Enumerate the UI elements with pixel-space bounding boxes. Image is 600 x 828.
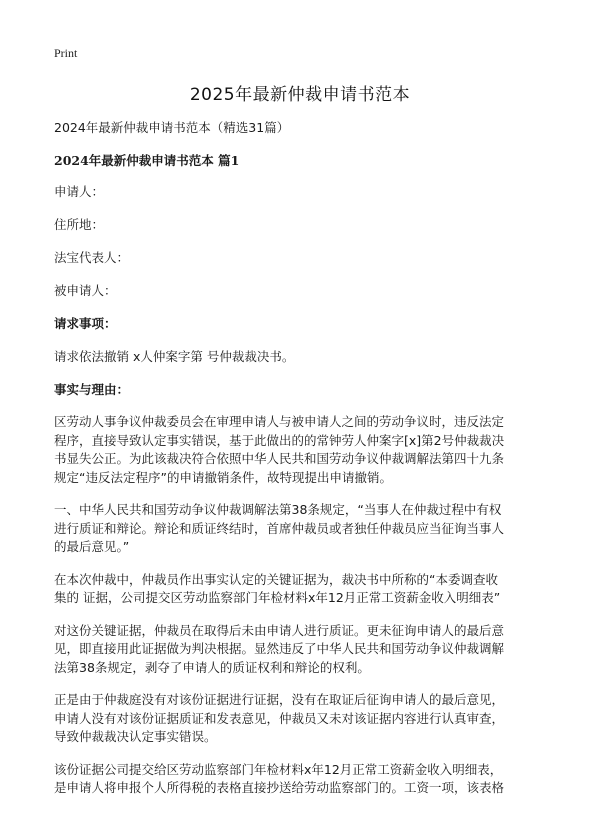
paragraph-6 xyxy=(54,761,554,798)
address-field: 住所地： xyxy=(54,217,105,232)
paragraph-line: 见，即直接用此证据做为判决根据。显然违反了中华人民共和国劳动争议仲裁调解 xyxy=(54,641,505,656)
respondent-field: 被申请人： xyxy=(54,283,117,298)
claims-heading: 请求事项： xyxy=(54,316,117,331)
paragraph-line: 书显失公正。为此该裁决符合依照中华人民共和国劳动争议仲裁调解法第四十九条 xyxy=(54,451,505,466)
section-heading: 2024年最新仲裁申请书范本 篇1 xyxy=(54,153,240,168)
paragraph-line: 一、中华人民共和国劳动争议仲裁调解法第38条规定，“当事人在仲裁过程中有权 xyxy=(54,502,502,517)
paragraph-line: 进行质证和辩论。辩论和质证终结时，首席仲裁员或者独任仲裁员应当征询当事人 xyxy=(54,520,505,536)
document-body xyxy=(54,118,554,798)
paragraph-line: 程序，直接导致认定事实错误，基于此做出的的常钟劳人仲案字[x]第2号仲裁裁决 xyxy=(54,432,505,448)
paragraph-line: 对这份关键证据，仲裁员在取得后未由申请人进行质证。更未征询申请人的最后意 xyxy=(54,622,505,638)
paragraph-line: 导致仲裁裁决认定事实错误。 xyxy=(54,729,217,744)
legal-rep-field: 法宝代表人： xyxy=(54,250,130,265)
paragraph-line: 该份证据公司提交给区劳动监察部门年检材料x年12月正常工资薪金收入明细表， xyxy=(54,761,503,777)
paragraph-line: 的最后意见。” xyxy=(54,539,130,554)
paragraph-3 xyxy=(54,571,554,608)
paragraph-line: 区劳动人事争议仲裁委员会在审理申请人与被申请人之间的劳动争议时，违反法定 xyxy=(54,414,505,429)
paragraph-line: 在本次仲裁中，仲裁员作出事实认定的关键证据为，裁决书中所称的“本委调查收 xyxy=(54,571,498,587)
paragraph-line: 规定“违反法定程序”的申请撤销条件，故特现提出申请撤销。 xyxy=(54,469,392,485)
paragraph-line: 正是由于仲裁庭没有对该份证据进行证据，没有在取证后征询申请人的最后意见， xyxy=(54,692,505,707)
facts-heading: 事实与理由： xyxy=(54,382,130,397)
paragraph-line: 法第38条规定，剥夺了申请人的质证权利和辩论的权利。 xyxy=(54,659,370,675)
paragraph-line: 是申请人将申报个人所得税的表格直接抄送给劳动监察部门的。工资一项，该表格 xyxy=(54,780,505,795)
claims-text: 请求依法撤销 x人仲案字第 号仲裁裁决书。 xyxy=(54,349,295,364)
paragraph-line: 申请人没有对该份证据质证和发表意见，仲裁员又未对该证据内容进行认真审查， xyxy=(54,710,505,726)
page-title: 2025年最新仲裁申请书范本 xyxy=(189,85,411,105)
paragraph-2 xyxy=(54,501,554,557)
paragraph-4 xyxy=(54,622,554,678)
applicant-field: 申请人： xyxy=(54,184,105,199)
paragraph-line: 集的 证据，公司提交区劳动监察部门年检材料x年12月正常工资薪金收入明细表” xyxy=(54,590,501,605)
document-subtitle: 2024年最新仲裁申请书范本（精选31篇） xyxy=(54,120,290,135)
paragraph-5 xyxy=(54,691,554,747)
paragraph-1 xyxy=(54,413,554,487)
print-link[interactable]: Print xyxy=(54,46,78,60)
